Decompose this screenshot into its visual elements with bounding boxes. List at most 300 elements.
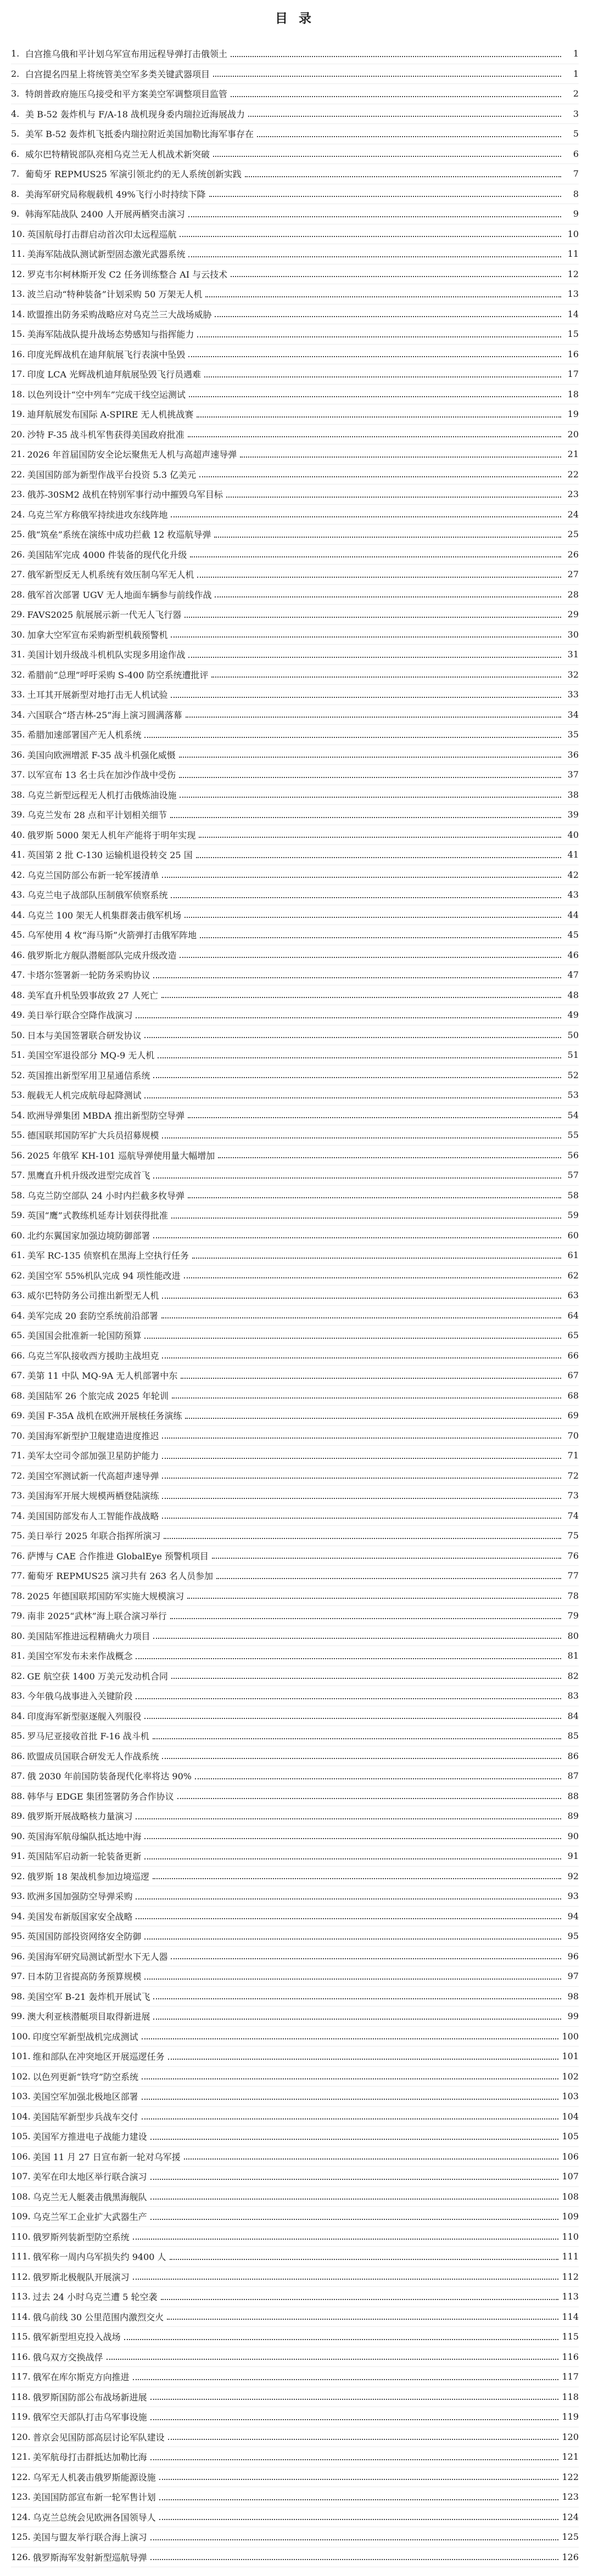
toc-entry-number: 101. (11, 2051, 31, 2062)
toc-entry-page: 94 (567, 1910, 579, 1921)
toc-leader-dots (136, 1818, 561, 1819)
toc-entry-page: 1 (573, 68, 579, 79)
toc-entry-title: 乌克兰电子战部队压制俄军侦察系统 (27, 890, 168, 901)
toc-entry-page: 45 (567, 929, 579, 940)
toc-leader-dots (216, 1578, 561, 1579)
toc-entry-number: 36. (11, 749, 25, 760)
toc-leader-dots (205, 296, 561, 297)
toc-entry (11, 825, 579, 845)
toc-leader-dots (150, 2399, 559, 2400)
toc-entry (11, 585, 579, 605)
toc-entry-title: 印度光辉战机在迪拜航展飞行表演中坠毁 (27, 349, 186, 360)
toc-leader-dots (187, 1598, 561, 1599)
toc-entry-number: 5. (11, 128, 20, 139)
toc-entry-number: 65. (11, 1330, 25, 1341)
toc-entry-title: 2026 年首届国防安全论坛聚焦无人机与高超声速导弹 (27, 449, 237, 460)
toc-entry-page: 114 (562, 2311, 579, 2322)
toc-entry-number: 26. (11, 549, 25, 560)
toc-entry-number: 46. (11, 949, 25, 960)
toc-leader-dots (136, 1898, 561, 1899)
toc-entry (11, 525, 579, 545)
toc-entry-title: 葡萄牙 REPMUS25 演习共有 263 名人员参加 (27, 1571, 214, 1582)
toc-leader-dots (188, 256, 561, 257)
toc-leader-dots (170, 1618, 561, 1619)
toc-leader-dots (133, 2239, 559, 2240)
toc-entry-page: 32 (567, 669, 579, 680)
toc-entry-page: 69 (567, 1410, 579, 1421)
toc-entry-title: 以色列设计“空中列车”完成干线空运测试 (27, 389, 186, 400)
toc-entry-page: 101 (562, 2051, 579, 2062)
toc-entry-page: 21 (567, 449, 579, 460)
toc-entry-title: 美军直升机坠毁事故致 27 人死亡 (27, 990, 158, 1001)
toc-entry-number: 44. (11, 909, 25, 920)
toc-entry-page: 6 (573, 148, 579, 159)
toc-entry-title: 萨博与 CAE 合作推进 GlobalEye 预警机项目 (27, 1551, 209, 1562)
toc-entry-title: 欧盟推出防务采购战略应对乌克兰三大战场威胁 (27, 309, 212, 320)
toc-entry-number: 87. (11, 1771, 25, 1782)
toc-entry-title: 俄罗斯北方舰队潜艇部队完成升级改造 (27, 950, 177, 961)
toc-entry-title: 美国国会批准新一轮国防预算 (27, 1331, 142, 1341)
toc-entry-title: 印度 LCA 光辉战机迪拜航展坠毁飞行员遇难 (27, 369, 202, 380)
toc-leader-dots (213, 76, 561, 77)
toc-entry-number: 81. (11, 1650, 25, 1661)
toc-entry-number: 108. (11, 2191, 31, 2202)
toc-entry (11, 1025, 579, 1046)
toc-leader-dots (150, 2199, 559, 2200)
toc-entry-page: 40 (567, 829, 579, 840)
toc-entry-number: 24. (11, 509, 25, 520)
toc-entry-page: 111 (562, 2251, 579, 2262)
toc-entry-title: 美国陆军推进远程精确火力项目 (27, 1631, 150, 1642)
toc-leader-dots (144, 1838, 561, 1839)
toc-leader-dots (142, 2099, 559, 2100)
toc-entry-page: 50 (567, 1029, 579, 1040)
toc-leader-dots (144, 1938, 561, 1940)
toc-entry-number: 119. (11, 2411, 31, 2422)
toc-entry-title: 美国 F-35A 战机在欧洲开展核任务演练 (27, 1411, 182, 1422)
toc-entry (11, 2167, 579, 2187)
toc-entry-number: 16. (11, 348, 25, 359)
toc-entry (11, 1786, 579, 1807)
toc-entry-number: 76. (11, 1550, 25, 1561)
toc-entry-title: 俄罗斯北极舰队开展演习 (32, 2271, 130, 2282)
toc-entry-page: 85 (567, 1731, 579, 1741)
toc-entry-title: 美国空军发布未来作战概念 (27, 1651, 133, 1662)
toc-entry-number: 38. (11, 789, 25, 800)
toc-leader-dots (168, 2439, 559, 2440)
toc-entry-title: 维和部队在冲突地区开展巡逻任务 (32, 2051, 165, 2062)
toc-entry (11, 1966, 579, 1987)
toc-leader-dots (144, 737, 561, 738)
toc-entry-number: 86. (11, 1750, 25, 1761)
toc-entry-number: 48. (11, 989, 25, 1000)
toc-entry-page: 12 (567, 268, 579, 279)
toc-entry-page: 11 (567, 249, 579, 260)
toc-leader-dots (213, 156, 561, 157)
toc-entry-title: 俄军新型坦克投入战场 (32, 2332, 121, 2343)
toc-entry (11, 84, 579, 104)
toc-entry (11, 324, 579, 345)
toc-entry (11, 2147, 579, 2167)
toc-entry-number: 52. (11, 1069, 25, 1080)
toc-entry-page: 26 (567, 549, 579, 560)
toc-entry-number: 107. (11, 2171, 31, 2182)
toc-entry-title: 俄罗斯 18 架战机参加边境巡逻 (27, 1871, 149, 1882)
toc-entry-number: 116. (11, 2351, 31, 2362)
toc-leader-dots (142, 2078, 558, 2079)
toc-entry (11, 685, 579, 705)
toc-entry (11, 2387, 579, 2408)
toc-leader-dots (170, 817, 561, 818)
toc-entry-title: 俄乌前线 30 公里范围内激烈交火 (32, 2312, 164, 2323)
toc-leader-dots (245, 176, 561, 177)
toc-leader-dots (161, 997, 561, 998)
toc-entry-page: 3 (573, 108, 579, 119)
toc-entry-title: 俄军空天部队打击乌军事设施 (32, 2412, 147, 2423)
toc-entry-title: 俄 2030 年前国防装备现代化率将达 90% (27, 1771, 192, 1782)
toc-entry-title: 白宫推乌俄和平计划乌军宣布用远程导弹打击俄领土 (25, 49, 228, 60)
toc-leader-dots (171, 1217, 561, 1219)
toc-leader-dots (240, 456, 561, 458)
toc-entry (11, 965, 579, 985)
toc-entry-title: 黑鹰直升机升级改进型完成首飞 (27, 1170, 150, 1181)
toc-entry-page: 82 (567, 1670, 579, 1681)
toc-entry-number: 9. (11, 208, 20, 219)
toc-entry (11, 1706, 579, 1727)
toc-entry-title: 美日举行联合空降作战演习 (27, 1010, 133, 1021)
toc-entry (11, 1987, 579, 2007)
toc-entry (11, 865, 579, 886)
toc-entry-title: 以军宣布 13 名士兵在加沙作战中受伤 (27, 770, 176, 781)
toc-entry-page: 17 (567, 369, 579, 380)
toc-leader-dots (188, 356, 561, 357)
toc-leader-dots (171, 897, 561, 898)
toc-entry-page: 77 (567, 1570, 579, 1581)
toc-entry (11, 785, 579, 805)
toc-leader-dots (144, 1718, 561, 1719)
toc-leader-dots (144, 1858, 561, 1859)
toc-entry-title: 特朗普政府施压乌接受和平方案美空军调整项目监管 (25, 89, 228, 100)
toc-entry-title: 美国空军退役部分 MQ-9 无人机 (27, 1050, 155, 1061)
toc-entry (11, 705, 579, 725)
toc-leader-dots (153, 1237, 561, 1238)
toc-entry-page: 80 (567, 1630, 579, 1641)
toc-entry-number: 2. (11, 68, 20, 79)
toc-entry-page: 123 (562, 2492, 579, 2502)
toc-entry-page: 51 (567, 1050, 579, 1061)
toc-leader-dots (171, 516, 561, 517)
toc-leader-dots (153, 1998, 561, 1999)
toc-entry (11, 364, 579, 385)
toc-entry-page: 91 (567, 1851, 579, 1862)
toc-leader-dots (209, 196, 561, 197)
toc-entry-number: 85. (11, 1731, 25, 1741)
toc-entry-title: 韩海军陆战队 2400 人开展两栖突击演习 (25, 209, 185, 220)
toc-leader-dots (186, 717, 561, 718)
toc-leader-dots (248, 116, 561, 117)
toc-entry (11, 2227, 579, 2247)
toc-entry-page: 53 (567, 1090, 579, 1101)
toc-entry-title: 韩华与 EDGE 集团签署防务合作协议 (27, 1791, 174, 1802)
toc-entry-number: 102. (11, 2071, 31, 2082)
toc-entry-title: 乌克兰国防部公布新一轮军援清单 (27, 870, 159, 881)
toc-entry-title: 美国军方推进电子战能力建设 (32, 2132, 147, 2143)
toc-entry (11, 545, 579, 565)
toc-entry-number: 114. (11, 2311, 31, 2322)
toc-entry-title: 俄“筑垒”系统在演练中成功拦截 12 枚巡航导弹 (27, 529, 211, 540)
toc-entry-number: 64. (11, 1310, 25, 1321)
toc-entry (11, 2527, 579, 2547)
toc-entry-title: 英国国防部投资网络安全防御 (27, 1931, 142, 1942)
toc-entry-number: 43. (11, 889, 25, 900)
toc-entry-page: 31 (567, 649, 579, 660)
toc-leader-dots (133, 2279, 559, 2280)
toc-entry-number: 106. (11, 2151, 31, 2162)
toc-entry-number: 35. (11, 729, 25, 740)
toc-entry-page: 28 (567, 589, 579, 600)
toc-entry-number: 115. (11, 2331, 31, 2342)
toc-entry-page: 9 (573, 208, 579, 219)
toc-entry-title: 美国陆军完成 4000 件装备的现代化升级 (27, 549, 187, 560)
toc-entry-number: 28. (11, 589, 25, 600)
toc-entry-number: 122. (11, 2471, 31, 2482)
toc-entry-number: 67. (11, 1370, 25, 1381)
toc-entry (11, 1867, 579, 1887)
toc-entry-number: 98. (11, 1991, 25, 2002)
toc-entry (11, 1186, 579, 1206)
toc-entry (11, 605, 579, 625)
toc-entry-page: 46 (567, 949, 579, 960)
toc-entry-page: 22 (567, 469, 579, 480)
toc-leader-dots (162, 1298, 561, 1299)
toc-entry-title: 乌克兰发布 28 点和平计划相关细节 (27, 810, 167, 821)
toc-entry-title: 英国推出新型军用卫星通信系统 (27, 1070, 150, 1081)
toc-leader-dots (170, 2259, 559, 2260)
toc-entry-page: 55 (567, 1130, 579, 1141)
toc-entry-page: 125 (562, 2532, 579, 2543)
toc-entry-number: 89. (11, 1811, 25, 1822)
toc-entry (11, 1306, 579, 1326)
toc-leader-dots (150, 2419, 559, 2420)
toc-entry-number: 113. (11, 2291, 31, 2302)
toc-entry-title: 俄罗斯国防部公布战场新进展 (32, 2392, 147, 2403)
toc-entry (11, 1245, 579, 1266)
toc-leader-dots (171, 1678, 561, 1679)
toc-leader-dots (144, 1097, 561, 1098)
toc-entry-number: 60. (11, 1230, 25, 1241)
toc-entry-title: 2025 年俄军 KH-101 巡航导弹使用量大幅增加 (27, 1150, 215, 1161)
toc-entry-page: 47 (567, 969, 579, 980)
toc-entry-page: 109 (562, 2211, 579, 2222)
toc-entry-title: 六国联合“塔吉林-25”海上演习圆满落幕 (27, 709, 182, 720)
toc-entry-number: 7. (11, 168, 20, 179)
toc-entry (11, 204, 579, 224)
toc-entry-title: 日本与美国签署联合研发协议 (27, 1030, 142, 1041)
toc-entry (11, 1626, 579, 1647)
toc-entry-page: 103 (562, 2091, 579, 2102)
toc-leader-dots (150, 2179, 559, 2180)
toc-entry-number: 45. (11, 929, 25, 940)
toc-entry-number: 53. (11, 1090, 25, 1101)
toc-entry-title: 俄罗斯开展战略核力量演习 (27, 1811, 133, 1822)
toc-entry-number: 88. (11, 1790, 25, 1801)
toc-leader-dots (177, 1798, 561, 1799)
toc-entry-title: 俄军在库尔斯克方向推进 (32, 2372, 130, 2383)
toc-entry-title: 澳大利亚核潜艇项目取得新进展 (27, 2011, 150, 2022)
toc-entry-title: 英国航母打击群启动首次印太远程巡航 (27, 229, 177, 240)
toc-leader-dots (196, 857, 561, 858)
toc-entry-page: 78 (567, 1590, 579, 1601)
toc-entry (11, 2067, 579, 2087)
toc-leader-dots (164, 1538, 561, 1539)
toc-entry-number: 117. (11, 2371, 31, 2382)
toc-entry-page: 44 (567, 909, 579, 920)
toc-entry-number: 125. (11, 2532, 31, 2543)
toc-leader-dots (171, 697, 561, 698)
toc-entry-title: 美国国防部宣布新一轮军售计划 (32, 2492, 156, 2503)
toc-entry-number: 40. (11, 829, 25, 840)
toc-entry-number: 57. (11, 1170, 25, 1181)
toc-entry (11, 745, 579, 765)
toc-entry-number: 97. (11, 1971, 25, 1982)
toc-entry-number: 91. (11, 1851, 25, 1862)
toc-entry (11, 805, 579, 825)
toc-leader-dots (190, 556, 561, 557)
toc-entry-title: 美国空军 55%机队完成 94 项性能改进 (27, 1270, 181, 1281)
toc-leader-dots (231, 56, 561, 57)
toc-entry (11, 2006, 579, 2027)
toc-entry-number: 50. (11, 1029, 25, 1040)
toc-leader-dots (180, 797, 561, 798)
toc-entry-page: 14 (567, 308, 579, 319)
toc-entry-page: 58 (567, 1190, 579, 1200)
toc-entry-number: 11. (11, 249, 25, 260)
toc-entry (11, 1106, 579, 1126)
toc-entry-title: 美日举行 2025 年联合指挥所演习 (27, 1531, 161, 1542)
toc-entry (11, 484, 579, 505)
toc-entry-page: 110 (562, 2231, 579, 2242)
toc-entry-page: 39 (567, 809, 579, 820)
toc-entry-number: 94. (11, 1910, 25, 1921)
toc-leader-dots (231, 276, 561, 277)
toc-entry-number: 12. (11, 268, 25, 279)
toc-entry-page: 33 (567, 689, 579, 700)
toc-entry-page: 124 (562, 2511, 579, 2522)
toc-entry (11, 985, 579, 1006)
toc-entry-title: 加拿大空军宣布采购新型机载预警机 (27, 629, 168, 640)
toc-entry-page: 64 (567, 1310, 579, 1321)
toc-leader-dots (184, 2158, 559, 2160)
toc-entry-title: 英国海军航母编队抵达地中海 (27, 1831, 142, 1842)
toc-entry-page: 112 (562, 2271, 579, 2282)
toc-leader-dots (153, 977, 561, 978)
toc-entry (11, 1266, 579, 1286)
toc-entry-page: 67 (567, 1370, 579, 1381)
toc-leader-dots (180, 957, 561, 958)
toc-entry (11, 2087, 579, 2107)
toc-entry-number: 13. (11, 289, 25, 300)
toc-entry-number: 110. (11, 2231, 31, 2242)
toc-entry (11, 1506, 579, 1526)
toc-entry-page: 97 (567, 1971, 579, 1982)
toc-entry-page: 76 (567, 1550, 579, 1561)
toc-entry (11, 1546, 579, 1566)
toc-entry-title: 美国计划升级战斗机机队实现多用途作战 (27, 650, 186, 661)
toc-entry-number: 92. (11, 1870, 25, 1881)
toc-entry-page: 43 (567, 889, 579, 900)
toc-entry-page: 116 (562, 2351, 579, 2362)
toc-entry-title: 美军完成 20 套防空系统前沿部署 (27, 1310, 158, 1321)
toc-entry-title: 希腊加速部署国产无人机系统 (27, 730, 142, 741)
toc-entry-page: 42 (567, 869, 579, 880)
toc-entry (11, 2047, 579, 2067)
toc-entry-number: 118. (11, 2391, 31, 2402)
toc-entry-title: 欧盟成员国联合研发无人作战系统 (27, 1751, 159, 1762)
toc-entry-number: 34. (11, 709, 25, 720)
toc-entry (11, 1926, 579, 1947)
toc-leader-dots (136, 1918, 561, 1919)
toc-entry-title: 欧洲多国加强防空导弹采购 (27, 1891, 133, 1902)
toc-entry (11, 2287, 579, 2307)
toc-leader-dots (181, 1378, 561, 1379)
toc-entry-page: 104 (562, 2111, 579, 2122)
toc-leader-dots (161, 2299, 559, 2300)
toc-entry (11, 505, 579, 525)
toc-leader-dots (184, 917, 561, 918)
toc-entry (11, 945, 579, 966)
toc-entry-title: 俄罗斯列装新型防空系统 (32, 2231, 130, 2242)
toc-entry-title: 美 B-52 轰炸机与 F/A-18 战机现身委内瑞拉近海展战力 (25, 109, 245, 120)
toc-entry-page: 59 (567, 1210, 579, 1221)
toc-entry (11, 1165, 579, 1186)
toc-entry-number: 18. (11, 388, 25, 399)
toc-entry-number: 49. (11, 1010, 25, 1021)
toc-entry-page: 84 (567, 1710, 579, 1721)
toc-entry-page: 108 (562, 2191, 579, 2202)
toc-entry-title: 印度海军新型驱逐舰入列服役 (27, 1711, 142, 1722)
toc-entry (11, 345, 579, 365)
toc-leader-dots (144, 1978, 561, 1980)
toc-entry-page: 35 (567, 729, 579, 740)
toc-entry-number: 32. (11, 669, 25, 680)
toc-entry-page: 92 (567, 1870, 579, 1881)
toc-entry-page: 93 (567, 1891, 579, 1902)
toc-leader-dots (199, 476, 561, 477)
toc-leader-dots (171, 1958, 561, 1959)
toc-entry-title: 南非 2025“武林”海上联合演习举行 (27, 1611, 167, 1622)
toc-entry-number: 103. (11, 2091, 31, 2102)
toc-leader-dots (158, 1057, 561, 1058)
toc-entry (11, 1586, 579, 1607)
toc-entry-title: 德国联邦国防军扩大兵员招募规模 (27, 1130, 159, 1141)
toc-entry (11, 1526, 579, 1546)
toc-leader-dots (197, 416, 561, 418)
toc-entry-page: 49 (567, 1010, 579, 1021)
toc-entry-number: 54. (11, 1109, 25, 1120)
toc-entry (11, 2347, 579, 2368)
toc-leader-dots (153, 1738, 561, 1739)
toc-entry (11, 1846, 579, 1867)
toc-entry-page: 61 (567, 1250, 579, 1261)
toc-entry-title: 美国空军测试新一代高超声速导弹 (27, 1470, 159, 1481)
toc-entry-title: 美军 B-52 轰炸机飞抵委内瑞拉附近美国加勒比海军事存在 (25, 129, 254, 140)
toc-entry-number: 1. (11, 48, 20, 59)
toc-leader-dots (144, 1338, 561, 1339)
toc-entry-title: 美国向欧洲增派 F-35 战斗机强化威慑 (27, 749, 176, 760)
toc-entry-title: 美国空军 B-21 轰炸机开展试飞 (27, 1991, 150, 2002)
toc-entry-number: 77. (11, 1570, 25, 1581)
toc-entry (11, 2127, 579, 2147)
